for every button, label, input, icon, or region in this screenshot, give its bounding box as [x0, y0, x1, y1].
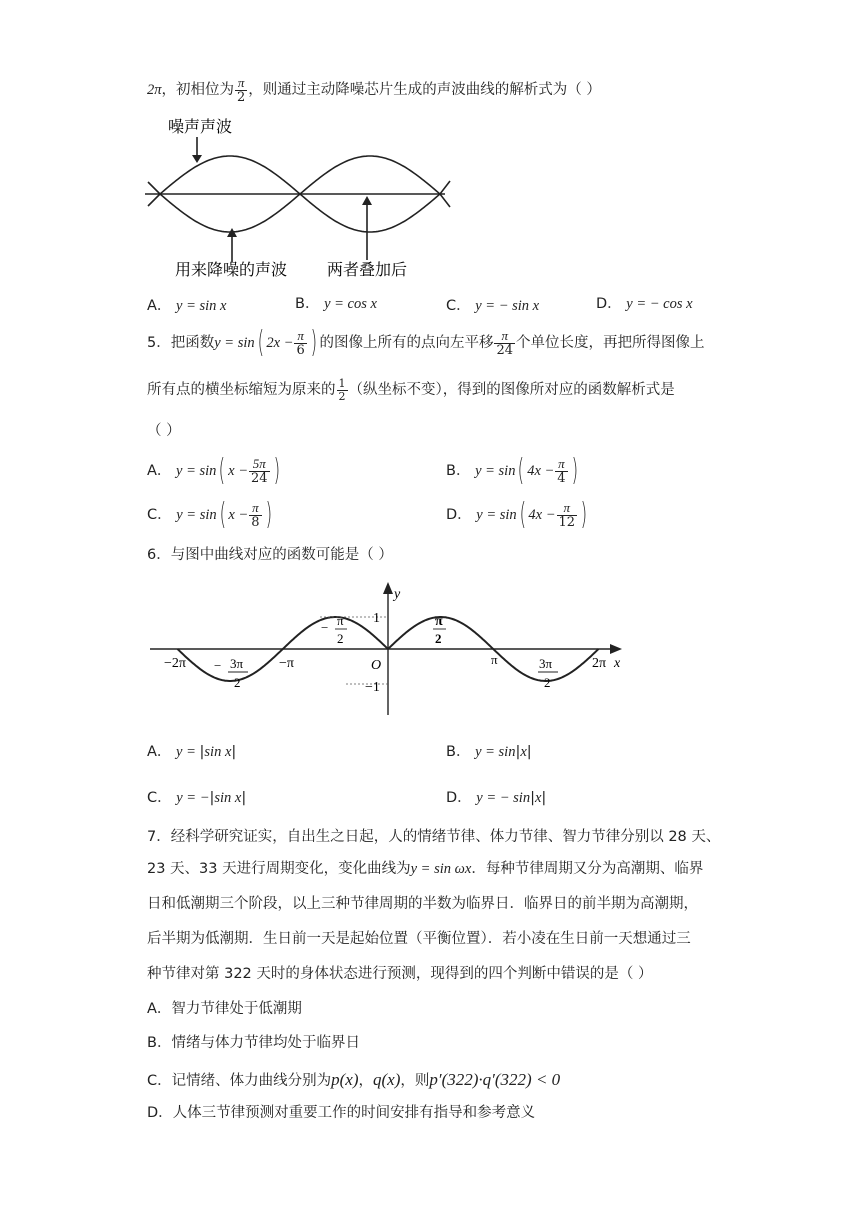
q5-half-fraction — [337, 378, 348, 402]
q6-option-a[interactable]: A． y = |sin x| — [147, 744, 237, 760]
q4-option-a[interactable] — [147, 299, 226, 314]
q7-option-c[interactable]: C．记情绪、体力曲线分别为p(x)，q(x)，则p′(322)·q′(322) < 0 — [147, 1070, 561, 1089]
q5-option-a-fraction — [249, 457, 270, 485]
q4-option-b[interactable] — [295, 297, 377, 312]
q4-option-c-letter: C． — [446, 298, 471, 314]
q4-stem-end: ，则通过主动降噪芯片生成的声波曲线的解析式为（ ） — [248, 82, 601, 99]
q4-stem-mid: ，初相位为 — [161, 82, 235, 99]
q6-tick-neg-pi2-den: 2 — [337, 631, 344, 646]
q6-option-d[interactable]: D． y = − sin|x| — [446, 790, 547, 806]
q7-line2-head: 23 天、33 天进行周期变化，变化曲线为 — [147, 861, 411, 877]
q5-line2-b: （纵坐标不变），得到的图像所对应的函数解析式是 — [348, 382, 675, 399]
q6-label-neg-one: −1 — [365, 680, 380, 695]
q6-y-arrowhead — [383, 582, 393, 594]
q5-option-c-letter: C． — [147, 507, 172, 523]
q6-tick-pi2-den: 2 — [435, 631, 442, 646]
q5-line2-a: 所有点的横坐标缩短为原来的 — [147, 382, 336, 399]
q6-option-d-pre: y = − sin — [476, 790, 531, 806]
q6-option-b-letter: B． — [446, 744, 471, 760]
q6-option-d-bar: x — [534, 790, 542, 806]
q5-option-d-letter: D． — [446, 507, 472, 523]
q6-tick-pi: π — [491, 652, 498, 667]
q7-option-b[interactable]: B．情绪与体力节律均处于临界日 — [147, 1035, 360, 1051]
q6-tick-neg-3pi2-den: 2 — [234, 675, 241, 690]
q5-option-a-num: 5π — [249, 457, 270, 472]
q5-func-num: π — [294, 329, 306, 344]
q6-tick-neg-pi: −π — [279, 656, 294, 671]
q7-option-a[interactable]: A．智力节律处于低潮期 — [147, 1001, 302, 1017]
q5-option-d-num: π — [557, 501, 578, 516]
q5-func-inner: 2x − — [266, 335, 294, 351]
q5-option-d-inner: 4x − — [528, 507, 556, 523]
q5-after: 个单位长度，再把所得图像上 — [516, 335, 705, 351]
q6-tick-neg-pi2-minus: − — [321, 620, 329, 635]
q6-option-c-pre: y = − — [176, 790, 210, 806]
q6-label-y: y — [394, 587, 401, 602]
q4-sum-arrowhead — [362, 196, 372, 205]
q5-func-den: 6 — [296, 342, 305, 358]
q7-option-c-q: q(x) — [373, 1070, 401, 1089]
q6-option-b-pre: y = sin — [475, 744, 516, 760]
q7-option-c-ineq: p′(322)·q′(322) < 0 — [429, 1070, 561, 1089]
q7-option-c-mid: ，则 — [400, 1073, 430, 1089]
q5-option-c[interactable]: C． y = sin( x − $\frac{\pi}{8}$ ) — [147, 497, 272, 532]
q5-option-b-letter: B． — [446, 463, 471, 479]
q6-tick-neg-2pi: −2π — [164, 656, 186, 671]
q5-option-b[interactable]: B． y = sin( 4x − $\frac{\pi}{4}$ ) — [446, 453, 578, 488]
q6-option-a-pre: y = — [176, 744, 200, 760]
q4-option-d-letter: D． — [596, 296, 622, 312]
q6-tick-2pi: 2π — [592, 656, 607, 671]
q5-option-b-fraction — [555, 457, 567, 485]
q7-line1: 7．经科学研究证实，自出生之日起，人的情绪节律、体力节律、智力节律分别以 28 天、 — [147, 829, 721, 845]
q5-lead: 5．把函数 — [147, 335, 215, 351]
q5-option-a[interactable]: A． y = sin( x − $\frac{5\pi}{24}$ ) — [147, 453, 280, 488]
q5-option-d[interactable]: D． y = sin( 4x − $\frac{\pi}{12}$ ) — [446, 497, 588, 532]
q5-option-c-inner: x − — [228, 507, 249, 523]
q7-line5: 种节律对第 322 天时的身体状态进行预测，现得到的四个判断中错误的是（ ） — [147, 966, 653, 982]
q4-label-noise: 噪声声波 — [168, 117, 233, 136]
q6-option-b[interactable]: B． y = sin|x| — [446, 744, 532, 760]
q5-option-a-den: 24 — [251, 470, 268, 486]
q4-noise-arrowhead — [192, 155, 202, 163]
q4-option-d[interactable] — [596, 297, 693, 312]
q6-graph — [150, 580, 630, 720]
q6-option-b-bar: x — [520, 744, 527, 760]
q6-tick-pi2-num: π — [435, 614, 443, 629]
q6-option-c-bar: sin x — [214, 790, 242, 806]
q5-option-c-pre: y = sin — [176, 507, 217, 523]
q5-option-c-den: 8 — [251, 514, 260, 530]
q4-option-a-expr: y = sin x — [176, 298, 227, 314]
q6-option-c-letter: C． — [147, 790, 172, 806]
q5-option-b-num: π — [555, 457, 567, 472]
q6-tick-neg-3pi2: − — [214, 658, 222, 673]
q5-stem-line2 — [147, 378, 675, 402]
q7-line2 — [147, 862, 703, 877]
q7-line3: 日和低潮期三个阶段，以上三种节律周期的半数为临界日．临界日的前半期为高潮期， — [147, 896, 698, 912]
q5-option-c-num: π — [249, 501, 261, 516]
q5-option-a-inner: x − — [228, 463, 249, 479]
q4-period: 2π — [147, 82, 162, 99]
q4-phase-num: π — [235, 76, 247, 91]
q7-line2-formula: y = sin ωx — [410, 861, 472, 877]
q6-label-x: x — [614, 656, 621, 671]
q4-phase-fraction — [235, 76, 247, 104]
q5-stem-line1: 5．把函数y = sin( 2x − $\frac{\pi}{6}$ ) 的图像上所有的点向左平移 $\frac{\pi}{24}$ 个单位长度，再把所得图像上 — [147, 325, 705, 360]
q4-option-b-expr: y = cos x — [324, 296, 377, 312]
q4-stem — [147, 76, 601, 104]
q4-phase-den: 2 — [237, 89, 246, 105]
q7-option-c-pre: C．记情绪、体力曲线分别为 — [147, 1073, 332, 1089]
q6-option-a-bar: sin x — [204, 744, 232, 760]
q6-tick-neg-pi2-num: π — [337, 613, 344, 628]
q5-option-d-den: 12 — [558, 514, 576, 530]
q6-stem: 6．与图中曲线对应的函数可能是（ ） — [147, 547, 393, 563]
q5-func-pre: y = sin — [214, 335, 255, 351]
q5-option-c-fraction — [249, 501, 261, 529]
q6-option-d-letter: D． — [446, 790, 472, 806]
q6-x-arrowhead — [610, 644, 622, 654]
q7-option-d[interactable]: D．人体三节律预测对重要工作的时间安排有指导和参考意义 — [147, 1105, 536, 1121]
q4-option-c[interactable] — [446, 299, 539, 314]
q4-option-a-letter: A． — [147, 298, 172, 314]
q5-option-a-pre: y = sin — [176, 463, 217, 479]
q4-label-sum: 两者叠加后 — [327, 260, 408, 279]
q5-option-b-den: 4 — [557, 470, 566, 486]
q5-option-b-inner: 4x − — [527, 463, 555, 479]
q6-label-origin: O — [371, 658, 382, 673]
q5-option-a-letter: A． — [147, 463, 172, 479]
q5-mid: 的图像上所有的点向左平移 — [319, 335, 494, 351]
q5-half-num: 1 — [338, 377, 346, 390]
q4-label-cancel: 用来降噪的声波 — [175, 260, 288, 279]
q7-line2-tail: ．每种节律周期又分为高潮期、临界 — [471, 861, 704, 877]
q5-half-den: 2 — [338, 389, 346, 403]
q6-tick-neg-3pi2-num: 3π — [230, 656, 244, 671]
q6-option-c[interactable]: C． y = −|sin x| — [147, 790, 247, 806]
q6-label-one: 1 — [373, 611, 380, 626]
q5-answer-blank: （ ） — [147, 423, 181, 439]
q5-option-d-fraction — [557, 501, 578, 529]
q5-shift-fraction — [494, 329, 515, 357]
q5-func-fraction — [294, 329, 306, 357]
q6-option-a-letter: A． — [147, 744, 172, 760]
q5-shift-num: π — [494, 329, 515, 344]
q4-option-d-expr: y = − cos x — [626, 296, 693, 312]
q5-option-b-pre: y = sin — [475, 463, 516, 479]
q4-option-c-expr: y = − sin x — [475, 298, 540, 314]
q5-option-d-pre: y = sin — [476, 507, 517, 523]
q5-shift-den: 24 — [496, 342, 514, 358]
q4-option-b-letter: B． — [295, 296, 320, 312]
q7-line4: 后半期为低潮期．生日前一天是起始位置（平衡位置）．若小凌在生日前一天想通过三 — [147, 931, 691, 947]
q4-wave-figure — [140, 110, 460, 290]
q6-tick-3pi2-num: 3π — [539, 656, 553, 671]
q6-tick-3pi2-den: 2 — [544, 675, 551, 690]
q7-option-c-p: p(x) — [331, 1070, 359, 1089]
